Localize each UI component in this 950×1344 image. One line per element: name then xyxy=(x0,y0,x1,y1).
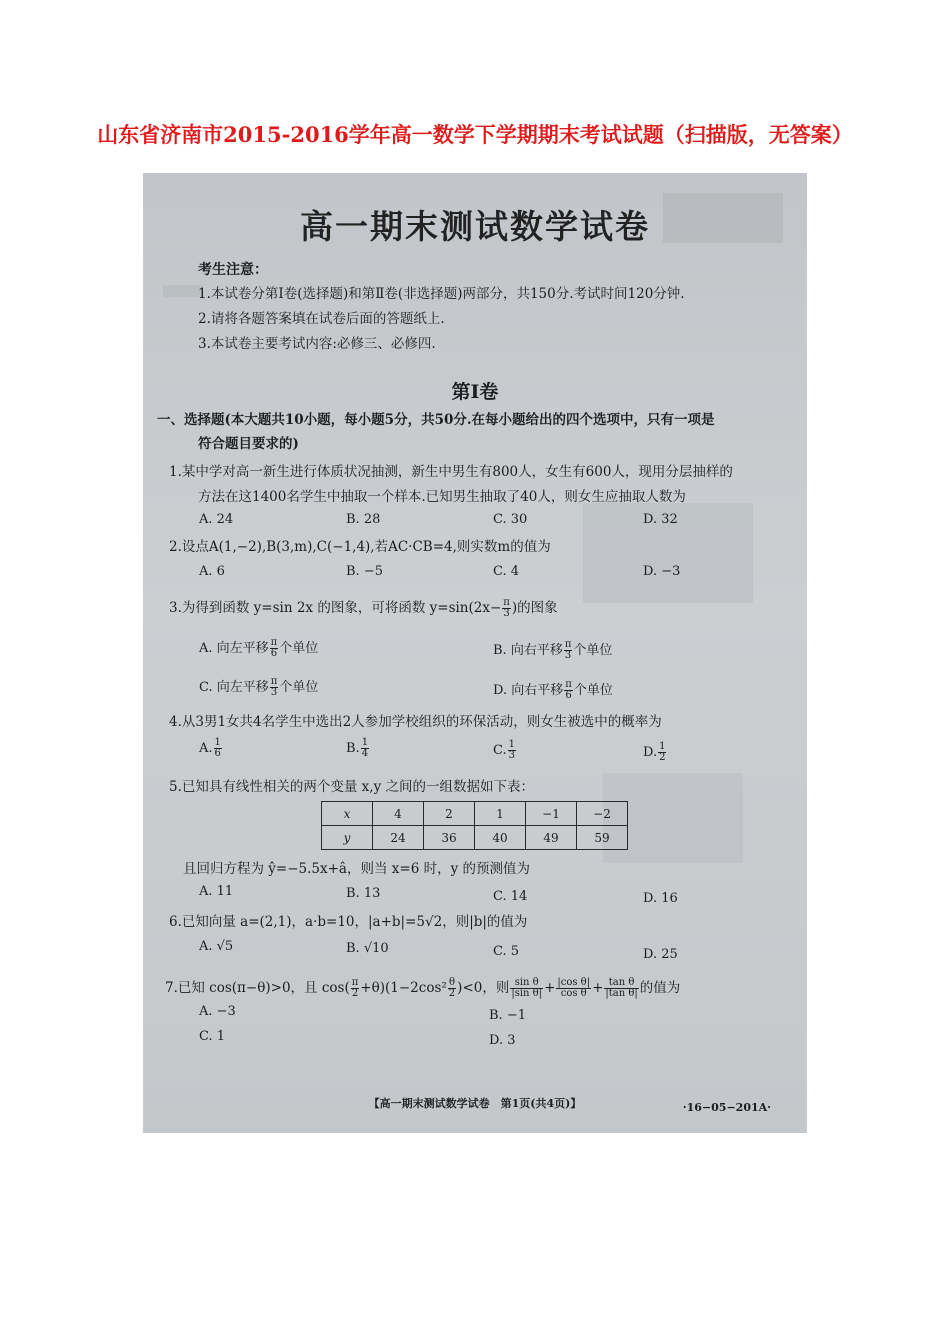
q7-option-b: B. −1 xyxy=(489,1008,526,1023)
section-heading: 一、选择题(本大题共10小题，每小题5分，共50分.在每小题给出的四个选项中，只有一项是 xyxy=(157,412,715,428)
q6-option-d: D. 25 xyxy=(643,947,678,962)
q2-option-b: B. −5 xyxy=(346,564,383,579)
part-heading: 第Ⅰ卷 xyxy=(451,381,499,403)
q3-option-b: B. 向右平移 $\frac{\pi}{3}$ 个单位 xyxy=(493,639,613,661)
q1-option-d: D. 32 xyxy=(643,512,678,527)
q3-option-a: A. 向左平移 $\frac{\pi}{6}$ 个单位 xyxy=(199,637,319,659)
q7-option-d: D. 3 xyxy=(489,1033,516,1048)
q4-option-c: C. $\frac{1}{3}$ xyxy=(493,739,515,761)
question-1-cont: 方法在这1400名学生中抽取一个样本.已知男生抽取了40人，则女生应抽取人数为 xyxy=(198,489,686,505)
notice-2: 2.请将各题答案填在试卷后面的答题纸上. xyxy=(198,311,445,327)
exam-code: ·16−05−201A· xyxy=(682,1101,771,1114)
fraction: $\frac{\pi}{3}$ xyxy=(503,597,510,619)
exam-title: 高一期末测试数学试卷 xyxy=(300,207,650,246)
q3-option-c: C. 向左平移 $\frac{\pi}{3}$ 个单位 xyxy=(199,676,319,698)
q7-option-a: A. −3 xyxy=(199,1004,236,1019)
q5-option-c: C. 14 xyxy=(493,889,528,904)
question-3: 3.为得到函数 y=sin 2x 的图象，可将函数 y=sin(2x− $\frac{\pi}{3}$ )的图象 xyxy=(169,597,558,619)
notice-3: 3.本试卷主要考试内容:必修三、必修四. xyxy=(198,336,436,352)
document-title: 山东省济南市2015-2016学年高一数学下学期期末考试试题（扫描版，无答案） xyxy=(97,122,853,147)
q1-option-c: C. 30 xyxy=(493,512,528,527)
page-footer: 【高一期末测试数学试卷 第1页(共4页)】 xyxy=(368,1097,582,1110)
q2-option-c: C. 4 xyxy=(493,564,520,579)
q7-option-c: C. 1 xyxy=(199,1029,226,1044)
section-heading-cont: 符合题目要求的) xyxy=(198,436,299,452)
q1-option-a: A. 24 xyxy=(199,512,234,527)
question-1: 1.某中学对高一新生进行体质状况抽测，新生中男生有800人，女生有600人，现用分层抽样的 xyxy=(169,464,733,480)
scanned-exam-page xyxy=(143,173,807,1133)
q4-option-a: A. $\frac{1}{6}$ xyxy=(199,737,221,759)
q6-option-a: A. √5 xyxy=(199,939,234,954)
q2-option-d: D. −3 xyxy=(643,564,681,579)
question-6: 6.已知向量 a=(2,1)，a·b=10，|a+b|=5√2，则|b|的值为 xyxy=(169,914,528,930)
q6-option-c: C. 5 xyxy=(493,944,520,959)
q2-option-a: A. 6 xyxy=(199,564,225,579)
data-table xyxy=(321,801,628,850)
question-5-cont: 且回归方程为 ŷ=−5.5x+â，则当 x=6 时，y 的预测值为 xyxy=(183,861,530,877)
question-4: 4.从3男1女共4名学生中选出2人参加学校组织的环保活动，则女生被选中的概率为 xyxy=(169,714,662,730)
table-row: x 4 2 1 −1 −2 xyxy=(322,802,628,826)
q4-option-b: B. $\frac{1}{4}$ xyxy=(346,737,369,759)
question-5: 5.已知具有线性相关的两个变量 x,y 之间的一组数据如下表： xyxy=(169,779,534,795)
q5-option-a: A. 11 xyxy=(199,884,234,899)
bleed-through-mark xyxy=(163,285,203,297)
q5-option-b: B. 13 xyxy=(346,886,381,901)
question-7: 7.已知 cos(π−θ)>0，且 cos( $\frac{\pi}{2}$ +θ)(1−2cos² $\frac{\theta}{2}$ )<0，则 $\frac{\text{sin θ}}{\text{|sin θ|}}$ + $\frac{\text{|cos θ|}}{\text{cos θ}}$ + $\frac{\text{tan θ}}{\text{|tan θ|}}$ 的值为 xyxy=(165,977,681,999)
q6-option-b: B. √10 xyxy=(346,941,389,956)
q3-option-d: D. 向右平移 $\frac{\pi}{6}$ 个单位 xyxy=(493,679,613,701)
notice-1: 1.本试卷分第Ⅰ卷(选择题)和第Ⅱ卷(非选择题)两部分，共150分.考试时间120分钟. xyxy=(198,286,685,302)
question-2: 2.设点A(1,−2),B(3,m),C(−1,4),若AC·CB=4,则实数m的值为 xyxy=(169,539,551,555)
notice-heading: 考生注意： xyxy=(198,262,268,278)
q1-option-b: B. 28 xyxy=(346,512,381,527)
q4-option-d: D. $\frac{1}{2}$ xyxy=(643,741,666,763)
table-row: y 24 36 40 49 59 xyxy=(322,826,628,850)
q5-option-d: D. 16 xyxy=(643,891,678,906)
